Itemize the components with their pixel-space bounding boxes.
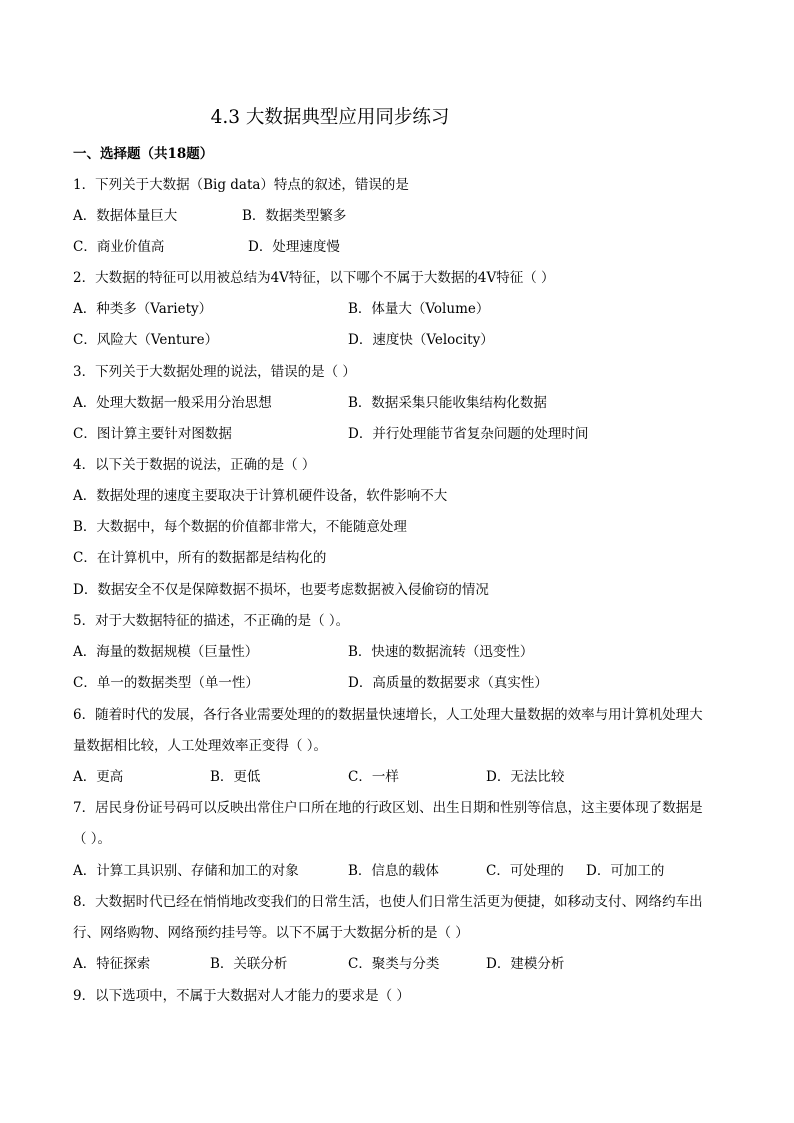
question-1-option-b: B．数据类型繁多 (242, 208, 347, 224)
question-2-option-b: B．体量大（Volume） (348, 301, 490, 317)
question-4-option-c: C．在计算机中，所有的数据都是结构化的 (73, 550, 327, 566)
question-3-stem: 3．下列关于大数据处理的说法，错误的是（ ） (73, 364, 356, 380)
question-3-option-a: A．处理大数据一般采用分治思想 (73, 395, 272, 411)
question-6-option-a: A．更高 (73, 769, 124, 785)
question-6-stem-line-1: 6．随着时代的发展，各行各业需要处理的的数据量快速增长，人工处理大量数据的效率与用计算机处理大 (73, 707, 703, 723)
question-6-option-c: C．一样 (348, 769, 399, 785)
question-8-option-b: B．关联分析 (210, 956, 288, 972)
question-4-stem: 4．以下关于数据的说法，正确的是（ ） (73, 457, 316, 473)
question-7-option-c: C．可处理的 (486, 863, 564, 879)
question-4-option-d: D．数据安全不仅是保障数据不损坏，也要考虑数据被入侵偷窃的情况 (73, 582, 489, 598)
question-2-option-c: C．风险大（Venture） (73, 332, 219, 348)
question-2-stem: 2．大数据的特征可以用被总结为4V特征，以下哪个不属于大数据的4V特征（ ） (73, 270, 555, 286)
question-2-option-d: D．速度快（Velocity） (348, 332, 494, 348)
question-7-stem-line-1: 7．居民身份证号码可以反映出常住户口所在地的行政区划、出生日期和性别等信息，这主要体现了数据是 (73, 800, 703, 816)
question-2-option-a: A．种类多（Variety） (73, 301, 213, 317)
question-1-option-a: A．数据体量巨大 (73, 208, 178, 224)
question-1-stem: 1．下列关于大数据（Big data）特点的叙述，错误的是 (73, 177, 409, 193)
question-7-stem-line-2: （ ）。 (73, 831, 112, 847)
question-8-stem-line-1: 8．大数据时代已经在悄悄地改变我们的日常生活，也使人们日常生活更为便捷，如移动支付、网络约车出 (73, 894, 703, 910)
question-5-option-d: D．高质量的数据要求（真实性） (348, 675, 548, 691)
question-3-option-b: B．数据采集只能收集结构化数据 (348, 395, 547, 411)
section-heading: 一、选择题（共18题） (73, 146, 214, 162)
question-6-option-d: D．无法比较 (486, 769, 565, 785)
question-1-option-c: C．商业价值高 (73, 239, 165, 255)
document-title: 4.3 大数据典型应用同步练习 (210, 107, 450, 128)
question-8-option-d: D．建模分析 (486, 956, 565, 972)
question-4-option-a: A．数据处理的速度主要取决于计算机硬件设备，软件影响不大 (73, 488, 448, 504)
question-7-option-a: A．计算工具识别、存储和加工的对象 (73, 863, 299, 879)
question-8-option-c: C．聚类与分类 (348, 956, 440, 972)
question-3-option-c: C．图计算主要针对图数据 (73, 426, 232, 442)
question-5-option-a: A．海量的数据规模（巨量性） (73, 644, 259, 660)
question-8-stem-line-2: 行、网络购物、网络预约挂号等。以下不属于大数据分析的是（ ） (73, 925, 469, 941)
question-9-stem: 9．以下选项中，不属于大数据对人才能力的要求是（ ） (73, 988, 410, 1004)
question-6-option-b: B．更低 (210, 769, 261, 785)
question-6-stem-line-2: 量数据相比较，人工处理效率正变得（ ）。 (73, 738, 328, 754)
question-7-option-b: B．信息的载体 (348, 863, 439, 879)
question-5-stem: 5．对于大数据特征的描述，不正确的是（ ）。 (73, 613, 350, 629)
question-7-option-d: D．可加工的 (586, 863, 665, 879)
question-1-option-d: D．处理速度慢 (248, 239, 340, 255)
question-8-option-a: A．特征探索 (73, 956, 151, 972)
question-3-option-d: D．并行处理能节省复杂问题的处理时间 (348, 426, 589, 442)
question-4-option-b: B．大数据中，每个数据的价值都非常大，不能随意处理 (73, 519, 407, 535)
question-5-option-c: C．单一的数据类型（单一性） (73, 675, 259, 691)
question-5-option-b: B．快速的数据流转（迅变性） (348, 644, 534, 660)
